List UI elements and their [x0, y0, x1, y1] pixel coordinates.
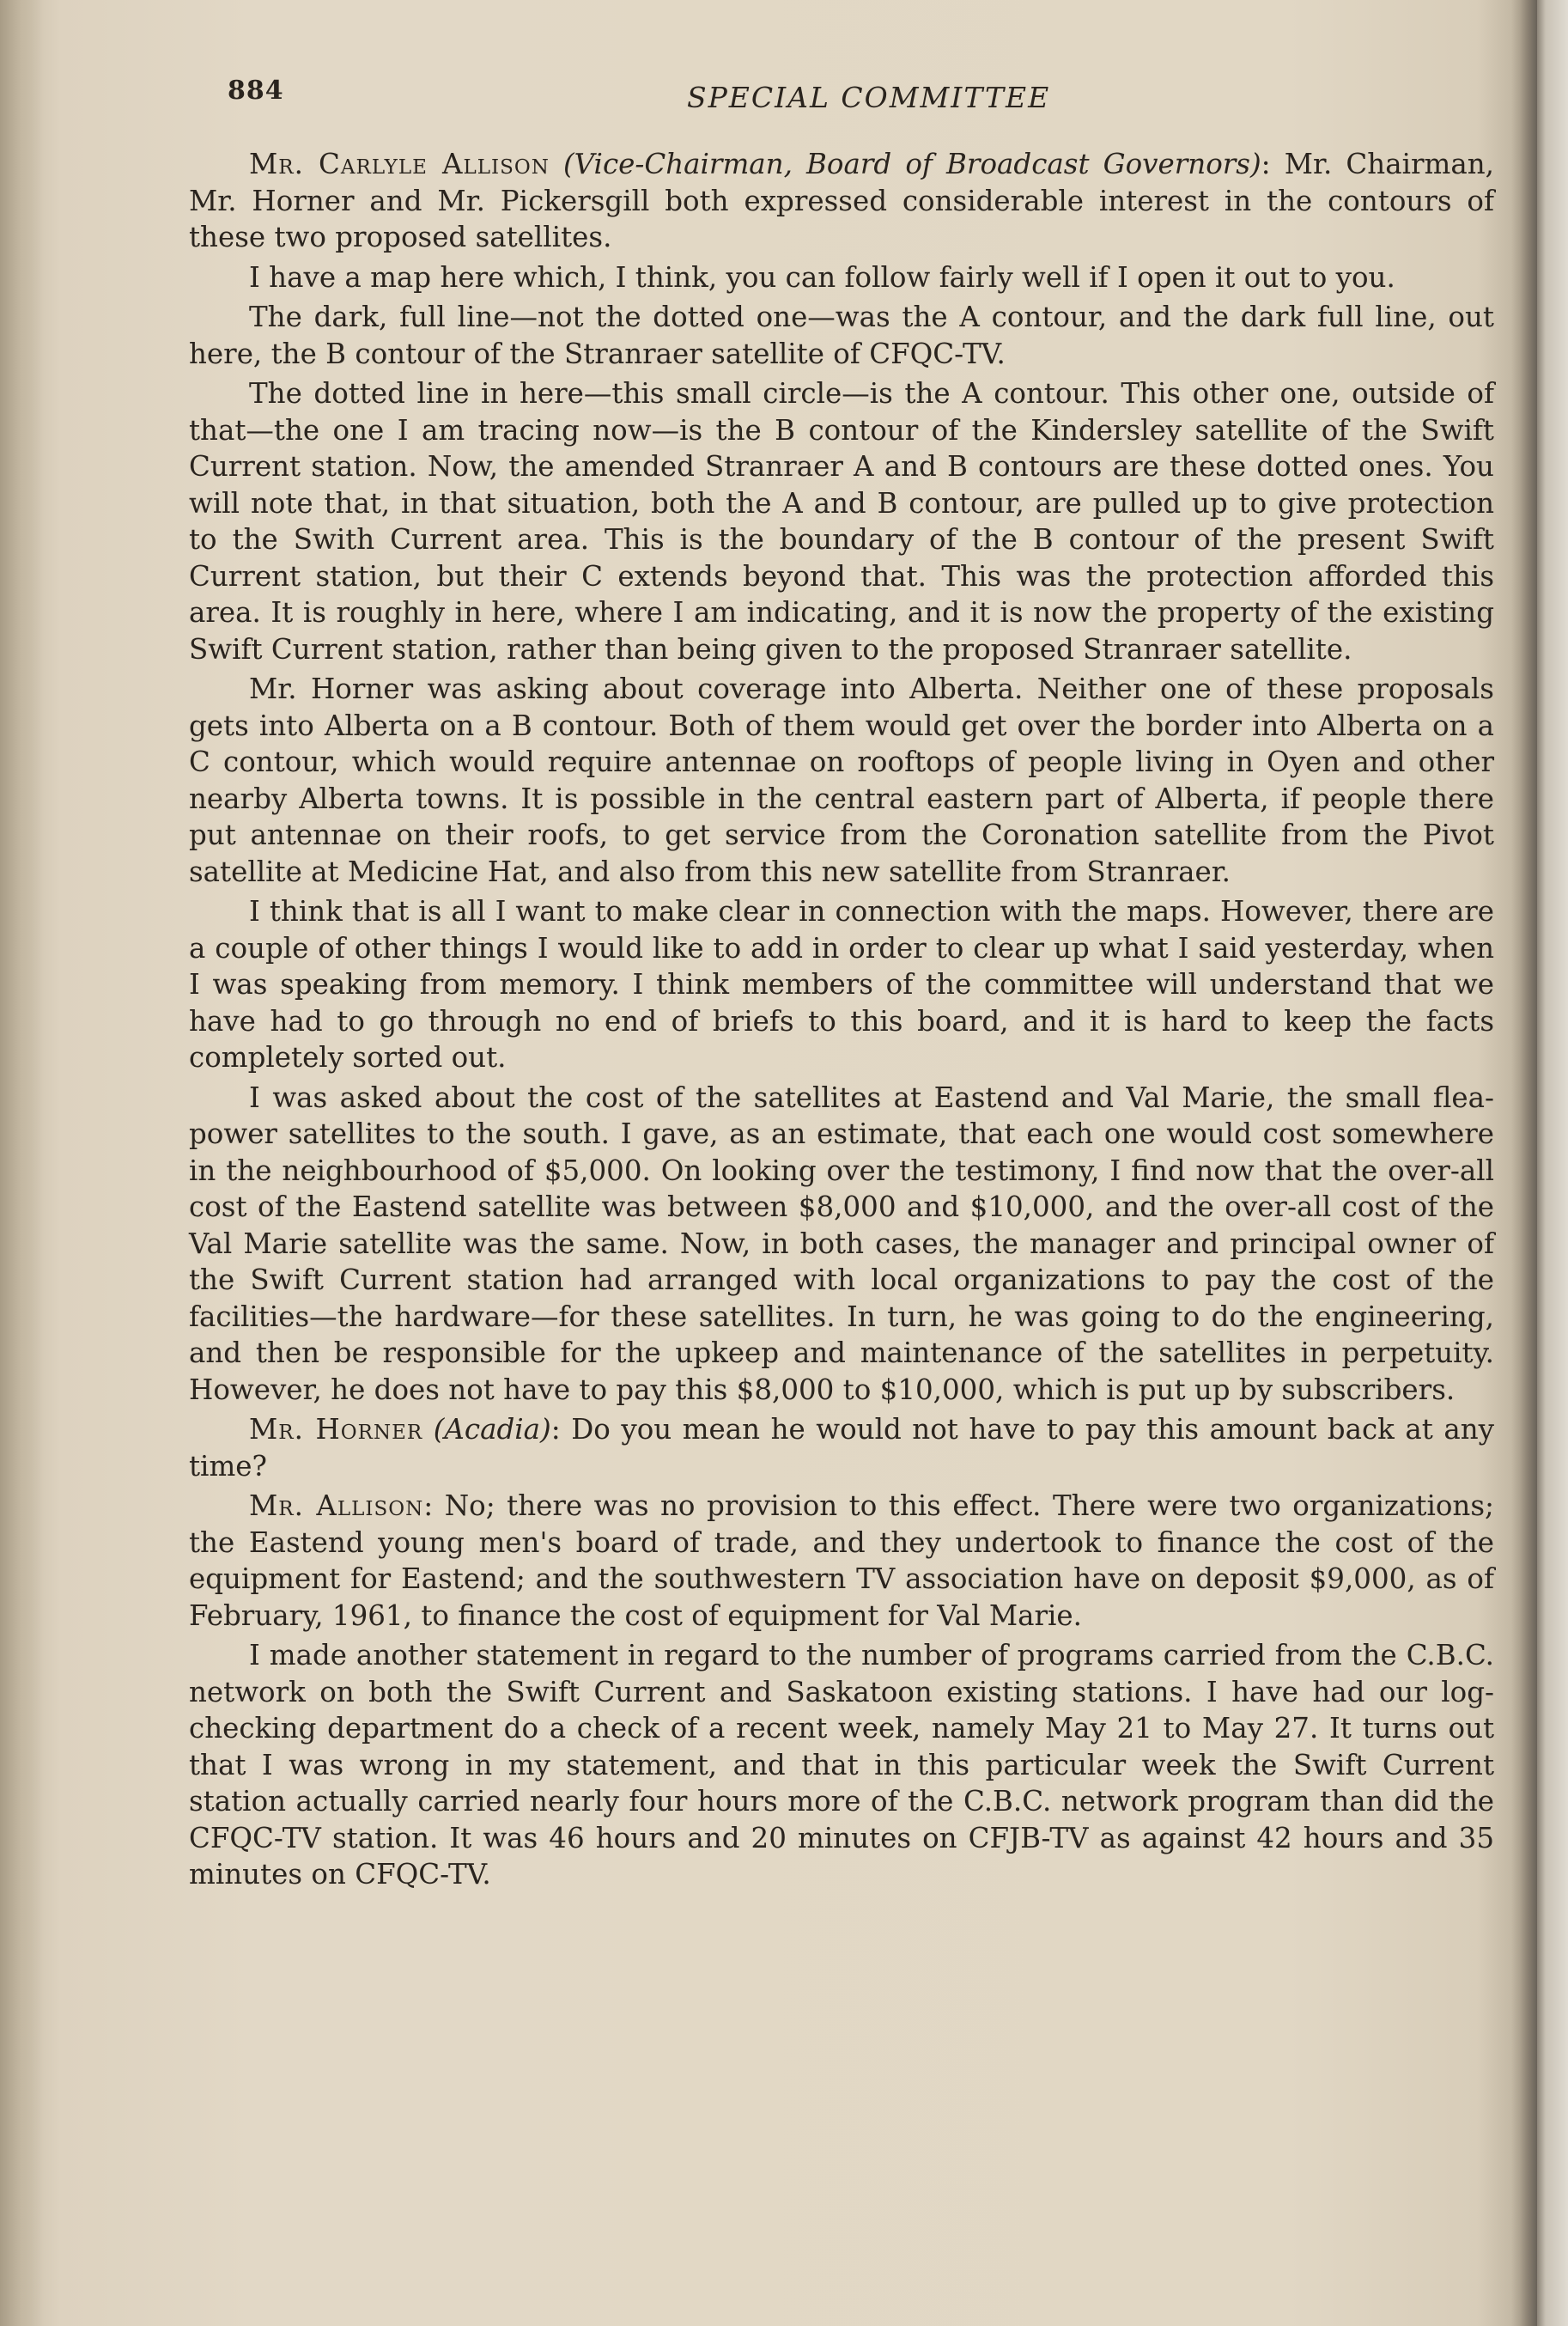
paragraph-text: The dark, full line—not the dotted one—was the A contour, and the dark full line, out here, the B contour of the Stranraer satellite of CFQC-TV. [189, 301, 1494, 370]
paragraph-alberta-coverage [189, 671, 1503, 890]
paragraph-text: I have a map here which, I think, you can follow fairly well if I open it out to you. [249, 260, 1395, 294]
paragraph-text: Do you mean he would not have to pay this amount back at any time? [189, 1413, 1494, 1483]
binding-gutter-shadow [1511, 0, 1537, 2326]
speaker-colon: : [550, 1413, 561, 1446]
paragraph-programs-statement [189, 1637, 1503, 1893]
paragraph-text: The dotted line in here—this small circle—is the A contour. This other one, outside of that—the one I am tracing now—is the B contour of the Kindersley satellite of the Swift Current station. Now, the amended Stranraer A and B contours are these dotted ones. You will note that, in that situation, both the A and B contour, are pulled up to give protection to the Swith Current area. This is the boundary of the B contour of the present Swift Current station, but their C extends beyond that. This was the protection afforded this area. It is roughly in here, where I am indicating, and it is now the property of the existing Swift Current station, rather than being given to the proposed Stranraer satellite. [189, 377, 1494, 666]
paragraph-text: I made another statement in regard to the number of programs carried from the C.B.C. network on both the Swift Current and Saskatoon existing stations. I have had our log-checking department do a check of a recent week, namely May 21 to May 27. It turns out that I was wrong in my statement, and that in this particular week the Swift Current station actually carried nearly four hours more of the C.B.C. network program than did the CFQC-TV station. It was 46 hours and 20 minutes on CFJB-TV as against 42 hours and 35 minutes on CFQC-TV. [189, 1639, 1494, 1891]
paragraph-maps-clear [189, 893, 1503, 1076]
page-header [189, 69, 1503, 129]
paragraph-satellite-cost [189, 1080, 1503, 1409]
paragraph-dotted-line [189, 375, 1503, 667]
speaker-colon: : [423, 1489, 434, 1522]
page-left-edge [0, 0, 43, 2326]
speaker-name: Mr. Carlyle Allison [249, 148, 550, 180]
paragraph-text: I think that is all I want to make clear in connection with the maps. However, there are a couple of other things I would like to add in order to clear up what I said yesterday, when I was speaking from memory. I think members of the committee will understand that we have had to go through no end of briefs to this board, and it is hard to keep the facts completely sorted out. [189, 895, 1494, 1074]
running-head: SPECIAL COMMITTEE [687, 81, 1051, 114]
page-content [189, 69, 1503, 1897]
paragraph-map [189, 259, 1503, 296]
paragraph-text: No; there was no provision to this effect. There were two organizations; the Eastend young men's board of trade, and they undertook to finance the cost of the equipment for Eastend; and the southwestern TV association have on deposit $9,000, as of February, 1961, to finance the cost of equipment for Val Marie. [189, 1489, 1494, 1632]
speaker-colon: : [1261, 148, 1271, 180]
speaker-affiliation: (Acadia) [433, 1413, 551, 1446]
speaker-name: Mr. Horner [249, 1413, 423, 1446]
paragraph-allison-intro [189, 146, 1503, 256]
paragraph-horner-question [189, 1411, 1503, 1484]
page-number: 884 [228, 76, 284, 106]
speaker-affiliation: (Vice-Chairman, Board of Broadcast Governors) [562, 148, 1261, 180]
paragraph-text: Mr. Horner was asking about coverage into Alberta. Neither one of these proposals gets into Alberta on a B contour. Both of them would get over the border into Alberta on a C contour, which would require antennae on rooftops of people living in Oyen and other nearby Alberta towns. It is possible in the central eastern part of Alberta, if people there put antennae on their roofs, to get service from the Coronation satellite from the Pivot satellite at Medicine Hat, and also from this new satellite from Stranraer. [189, 673, 1494, 888]
paragraph-allison-answer [189, 1488, 1503, 1634]
paragraph-dark-line [189, 299, 1503, 372]
speaker-name: Mr. Allison [249, 1489, 424, 1522]
paragraph-text: Mr. Chairman, Mr. Horner and Mr. Pickersgill both expressed considerable interest in the contours of these two proposed satellites. [189, 148, 1494, 253]
paragraph-text: I was asked about the cost of the satellites at Eastend and Val Marie, the small flea-power satellites to the south. I gave, as an estimate, that each one would cost somewhere in the neighbourhood of $5,000. On looking over the testimony, I find now that the over-all cost of the Eastend satellite was between $8,000 and $10,000, and the over-all cost of the Val Marie satellite was the same. Now, in both cases, the manager and principal owner of the Swift Current station had arranged with local organizations to pay the cost of the facilities—the hardware—for these satellites. In turn, he was going to do the engineering, and then be responsible for the upkeep and maintenance of the satellites in perpetuity. However, he does not have to pay this $8,000 to $10,000, which is put up by subscribers. [189, 1081, 1494, 1406]
